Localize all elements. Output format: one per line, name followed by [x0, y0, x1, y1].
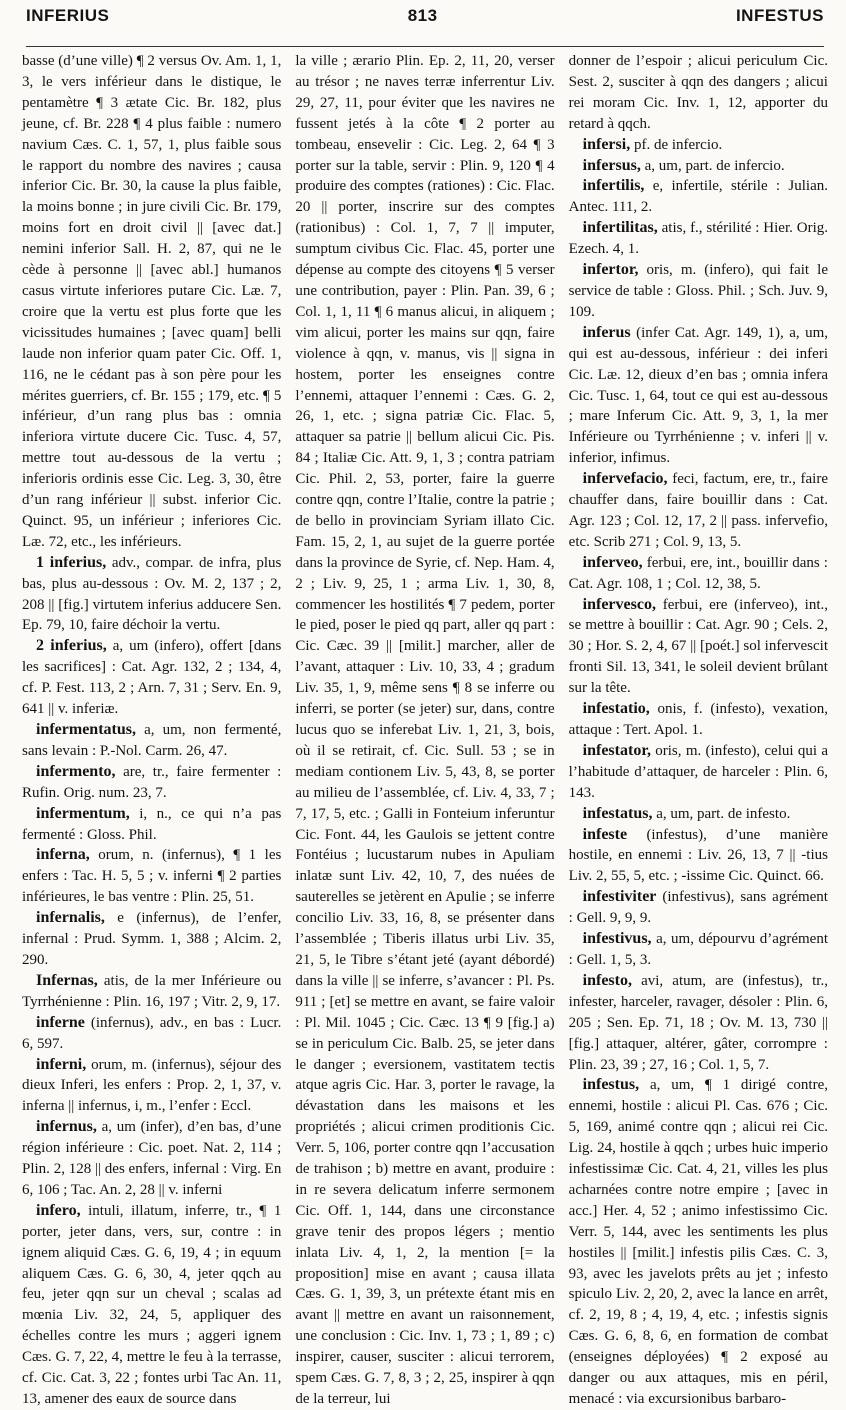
headword: infestatio, — [582, 700, 650, 718]
headword: infertilis, — [582, 177, 645, 195]
headword: infestatus, — [582, 804, 653, 822]
headword: infestivus, — [582, 930, 652, 948]
dictionary-entry — [569, 971, 828, 1076]
dictionary-entry — [569, 176, 828, 218]
dictionary-entry — [569, 887, 828, 929]
text-columns — [22, 51, 828, 1407]
entry-definition: adv., compar. de infra, plus bas, plus au-dessous : Ov. M. 2, 137 ; 2, 208 || [fig.] virtutem inferius adducere Sen. Ep. 79, 10, faire déchoir la vertu. — [22, 554, 282, 634]
dictionary-entry — [22, 845, 281, 908]
headword: 1 inferius, — [36, 553, 107, 571]
entry-definition: feci, factum, ere, tr., faire chauffer dans, faire bouillir dans : Cat. Agr. 123 ; Col. 12, 17, 2 || pass. infervefio, etc. Scrib 271 ; Col. 9, 13, 5. — [568, 471, 828, 550]
headword: inferus — [582, 323, 631, 341]
entry-definition: intuli, illatum, inferre, tr., ¶ 1 porter, jeter dans, vers, sur, contre : in ignem aliquid Cæs. G. 6, 19, 4 ; in equum aliquem Cæs. G. 6, 30, 4, jeter qqch au feu, jeter qqn sur un cheval ; scalas ad mœnia Liv. 32, 24, 5, appliquer des échelles contre les murs ; aggeri ignem Cæs. G. 7, 22, 4, mettre le feu à la terrasse, cf. Cic. Cat. 3, 22 ; fontes urbi Tac An. 11, 13, amener des eaux de source dans — [22, 1202, 282, 1407]
headword: infernalis, — [36, 909, 105, 927]
entry-definition: orum, n. (infernus), ¶ 1 les enfers : Tac. H. 5, 5 ; v. inferni ¶ 2 parties inférieures, le bas ventre : Plin. 25, 51. — [22, 847, 282, 906]
entry-definition: e (infernus), de l’enfer, infernal : Prud. Symm. 1, 388 ; Alcim. 2, 290. — [22, 910, 282, 968]
dictionary-entry — [569, 804, 828, 825]
headword: infermentum, — [36, 804, 130, 822]
headword: infesto, — [582, 971, 632, 989]
dictionary-entry — [569, 469, 828, 553]
entry-definition: a, um, part. de infercio. — [644, 157, 785, 174]
dictionary-entry — [22, 720, 281, 762]
headword: inferveo, — [582, 553, 643, 571]
entry-definition: a, um, ¶ 1 dirigé contre, ennemi, hostile : alicui Pl. Cas. 676 ; Cic. 5, 169, animé contre qqn ; alicui rei Cic. Lig. 24, hostile à qqch ; urbes huic imperio infestissimæ Cic. Cat. 4, 21, villes les plus acharnées contre notre empire ; [avec in acc.] Her. 4, 52 ; animo infestissimo Cic. Verr. 5, 144, avec les sentiments les plus hostiles || [milit.] infestis pilis Cæs. C. 3, 93, avec les javelots prêts au jet ; infesto spiculo Liv. 2, 20, 2, avec la lance en arrêt, cf. 2, 19, 8 ; 4, 19, 4, etc. ; infestis signis Cæs. G. 6, 8, 6, en formation de combat (enseignes déployées) ¶ 2 exposé au danger ou aux attaques, mis en péril, menacé : via excursionibus barbaro- — [568, 1077, 828, 1407]
entry-continuation — [22, 51, 281, 553]
dictionary-entry — [22, 1013, 281, 1055]
page-number: 813 — [407, 6, 438, 25]
entry-definition: oris, m. (infero), qui fait le service de table : Gloss. Phil. ; Sch. Juv. 9, 109. — [568, 262, 828, 320]
headword: infervefacio, — [582, 470, 668, 488]
entry-definition: a, um, dépourvu d’agrément : Gell. 1, 5, 3. — [568, 931, 828, 968]
headword: infersi, — [582, 135, 631, 153]
dictionary-entry — [569, 929, 828, 971]
dictionary-entry — [22, 804, 281, 846]
dictionary-entry — [569, 699, 828, 741]
entry-definition: oris, m. (infesto), celui qui a l’habitude d’attaquer, de harceler : Plin. 6, 143. — [568, 742, 828, 801]
entry-continuation — [569, 51, 828, 135]
entry-definition: la ville ; ærario Plin. Ep. 2, 11, 20, verser au trésor ; ne naves terræ inferrentur Liv. 29, 27, 11, pour éviter que les navires ne fussent jetés à la côte ¶ 2 porter au tombeau, ensevelir : Cic. Leg. 2, 64 ¶ 3 porter sur la table, servir : Plin. 9, 120 ¶ 4 produire des comptes (rationes) : Cic. Flac. 20 || porter, inscrire sur des comptes (rationibus) : Col. 1, 7, 7 || imputer, sumptum civibus Cic. Flac. 45, porter une dépense au compte des citoyens ¶ 5 verser une contribution, payer : Plin. Pan. 39, 6 ; Col. 1, 1, 11 ¶ 6 manus alicui, in aliquem ; vim alicui, porter les mains sur qqn, faire violence à qqn, v. manus, vis || signa in hostem, porter les enseignes contre l’ennemi, attaquer l’ennemi : Cæs. G. 2, 26, 1, etc. ; signa patriæ Cic. Flac. 5, attaquer sa patrie || bellum alicui Cic. Pis. 84 ; Italiæ Cic. Att. 9, 1, 3 ; contra patriam Cic. Phil. 2, 53, porter, faire la guerre contre qqn, contre l’Italie, contre la patrie ; de bello in provinciam Syriam illato Cic. Fam. 15, 2, 1, au sujet de la guerre portée dans la province de Syrie, cf. Nep. Ham. 4, 2 ; Liv. 9, 25, 1 ; arma Liv. 1, 30, 8, commencer les hostilités ¶ 7 pedem, porter le pied, poser le pied qq part, aller qq part : Cic. Cæc. 39 || [milit.] marcher, aller de l’avant, attaquer : Liv. 10, 33, 4 ; gradum Liv. 35, 1, 9, même sens ¶ 8 se inferre ou inferri, se porter (se jeter) sur, dans, contre lucus quo se inferebat Liv. 1, 21, 3, bois, où il se retirait, cf. Cic. Sull. 53 ; se in mediam contionem Liv. 5, 43, 8, se porter au milieu de l’assemblée, cf. Liv. 4, 33, 7 ; 7, 17, 5, etc. ; Galli in Fonteium inferuntur Cic. Font. 44, les Gaulois se jettent contre Fontéius ; lucustarum nubes in Apuliam inlatæ sunt Liv. 42, 10, 7, des nuées de sauterelles se jetèrent en Apulie ; se inferre concilio Liv. 33, 16, 8, se présenter dans l’assemblée ; Tiberis illatus urbi Liv. 35, 21, 5, le Tibre s’étant jeté (ayant débordé) dans la ville || se inferre, s’avancer : Pl. Ps. 911 ; [et] se mettre en avant, se faire valoir : Pl. Mil. 1045 ; Cic. Cæc. 13 ¶ 9 [fig.] a) se in periculum Cic. Balb. 25, se jeter dans le danger ; eversionem, vastitatem tectis atque agris Cic. Har. 3, porter le ravage, la dévastation dans les maisons et les propriétés ; alicui crimen proditionis Cic. Verr. 5, 106, porter contre qqn l’accusation de trahison ; b) mettre en avant, produire : in re severa delicatum inferre sermonem Cic. Off. 1, 144, dans une circonstance grave tenir des propos légers ; mentio inlata Liv. 4, 1, 2, la mention [= la proposition] mise en avant ; causa illata Cæs. G. 1, 39, 3, un prétexte étant mis en avant || mettre en avant un raisonnement, une conclusion : Cic. Inv. 1, 73 ; 1, 89 ; c) inspirer, causer, susciter : alicui terrorem, spem Cæs. G. 7, 8, 3 ; 2, 25, inspirer à qqn de la terreur, lui — [295, 53, 555, 1407]
entry-definition: pf. de infercio. — [633, 136, 723, 153]
dictionary-entry — [22, 762, 281, 804]
entry-definition: (infer Cat. Agr. 149, 1), a, um, qui est au-dessous, inférieur : dei inferi Cic. Læ. 12, dieux d’en bas ; omnia infera Cic. Tusc. 1, 64, tout ce qui est au-dessous ; mare Inferum Cic. Att. 9, 3, 1, la mer Inférieure ou Tyrrhénienne ; v. inferi || v. inferior, infimus. — [568, 324, 828, 467]
dictionary-entry — [22, 1117, 281, 1201]
headword: infersus, — [582, 156, 641, 174]
dictionary-entry — [569, 595, 828, 700]
dictionary-entry — [569, 553, 828, 595]
headword: infervesco, — [582, 595, 656, 613]
entry-definition: ferbui, ere (inferveo), int., se mettre à bouillir : Cat. Agr. 90 ; Cels. 2, 30 ; Hor. S. 2, 4, 67 || [poét.] sol infervescit fronti Sil. 13, 341, le soleil devient brûlant sur la tête. — [568, 596, 828, 697]
column-middle — [295, 51, 555, 1407]
entry-definition: are, tr., faire fermenter : Rufin. Orig. num. 23, 7. — [22, 763, 282, 801]
headword: infeste — [582, 825, 628, 843]
headword: infero, — [36, 1201, 81, 1219]
entry-definition: atis, de la mer Inférieure ou Tyrrhénienne : Plin. 16, 197 ; Vitr. 2, 9, 17. — [22, 972, 282, 1010]
headword: infertilitas, — [582, 219, 658, 237]
left-guide-word: INFERIUS — [26, 6, 110, 25]
headword: infestator, — [582, 741, 651, 759]
headword: inferni, — [36, 1055, 87, 1073]
dictionary-entry — [22, 908, 281, 971]
headword: infermento, — [36, 762, 116, 780]
headword: infestus, — [582, 1076, 640, 1094]
dictionary-entry — [569, 323, 828, 469]
entry-definition: (infestivus), sans agrément : Gell. 9, 9, 9. — [568, 889, 828, 927]
dictionary-entry — [22, 1055, 281, 1118]
entry-definition: a, um, non fermenté, sans levain : P.-Nol. Carm. 26, 47. — [22, 722, 282, 759]
headword: inferne — [36, 1013, 85, 1031]
entry-definition: e, infertile, stérile : Julian. Antec. 111, 2. — [568, 178, 828, 216]
dictionary-entry — [22, 971, 281, 1013]
entry-definition: ferbui, ere, int., bouillir dans : Cat. Agr. 108, 1 ; Col. 12, 38, 5. — [568, 554, 828, 592]
running-head — [26, 6, 824, 47]
headword: infermentatus, — [36, 721, 136, 738]
headword: infertor, — [582, 261, 639, 279]
headword: Infernas, — [36, 971, 98, 989]
entry-definition: basse (d’une ville) ¶ 2 versus Ov. Am. 1, 1, 3, le vers inférieur dans le distique, le pentamètre ¶ 3 ætate Cic. Br. 182, plus jeune, cf. Br. 228 ¶ 4 plus faible : numero navium Cæs. C. 1, 57, 1, plus faible sous le rapport du nombre des navires ; causa inferior Cic. Br. 30, la cause la plus faible, la moins bonne ; in jure civili Cic. Br. 179, moins fort en droit civil || [avec dat.] nemini inferior Sall. H. 2, 87, qui ne le cède à personne || [avec abl.] humanos casus virtute inferiores putare Cic. Læ. 7, croire que la vertu est plus forte que les vicissitudes humaines ; [avec quam] belli laude non inferior quam pater Cic. Off. 1, 116, ne le cédant pas à son père pour les mérites guerriers, cf. Br. 155 ; 179, etc. ¶ 5 inférieur, d’un rang plus bas : omnia inferiora virtute ducere Cic. Tusc. 4, 57, mettre tout au-dessous de la vertu ; inferioris ordinis esse Cic. Leg. 3, 30, être d’un rang inférieur || subst. inferior Cic. Quinct. 95, un inférieur ; inferiores Cic. Læ. 72, etc., les inférieurs. — [22, 53, 282, 550]
dictionary-entry — [569, 741, 828, 804]
headword: infernus, — [36, 1118, 97, 1136]
column-left — [22, 51, 282, 1407]
entry-definition: avi, atum, are (infestus), tr., infester, harceler, ravager, désoler : Plin. 6, 205 ; Sen. Ep. 71, 18 ; Ov. M. 13, 730 || [fig.] attaquer, altérer, gâter, corrompre : Plin. 23, 39 ; 27, 16 ; Col. 1, 5, 7. — [568, 972, 828, 1073]
entry-definition: a, um, part. de infesto. — [656, 805, 791, 822]
dictionary-entry — [569, 218, 828, 260]
entry-definition: onis, f. (infesto), vexation, attaque : Tert. Apol. 1. — [568, 701, 828, 738]
entry-definition: donner de l’espoir ; alicui periculum Cic. Sest. 2, susciter à qqn des dangers ; alicui rei moram Cic. Inv. 1, 12, apporter du retard à qqch. — [568, 53, 828, 132]
entry-definition: (infernus), adv., en bas : Lucr. 6, 597. — [22, 1014, 282, 1052]
entry-definition: a, um (infer), d’en bas, d’une région inférieure : Cic. poet. Nat. 2, 114 ; Plin. 2, 128 || des enfers, infernal : Virg. En 6, 106 ; Tac. An. 2, 28 || v. inferni — [22, 1119, 282, 1198]
headword: inferna, — [36, 846, 90, 864]
dictionary-entry — [569, 135, 828, 156]
entry-definition: a, um (infero), offert [dans les sacrifices] : Cat. Agr. 132, 2 ; 134, 4, cf. P. Fest. 113, 2 ; Arn. 7, 31 ; Serv. En. 9, 641 || v. inferiæ. — [22, 638, 282, 718]
entry-definition: i, n., ce qui n’a pas fermenté : Gloss. Phil. — [22, 805, 282, 843]
headword: infestiviter — [582, 888, 657, 906]
dictionary-entry — [22, 636, 281, 720]
dictionary-entry — [569, 1075, 828, 1410]
dictionary-entry — [22, 553, 281, 637]
dictionary-entry — [569, 825, 828, 888]
dictionary-entry — [569, 260, 828, 323]
dictionary-entry — [22, 1201, 281, 1410]
headword: 2 inferius, — [36, 637, 107, 655]
right-guide-word: INFESTUS — [735, 6, 824, 25]
entry-definition: atis, f., stérilité : Hier. Orig. Ezech. 4, 1. — [568, 220, 828, 258]
dictionary-entry — [569, 156, 828, 177]
entry-definition: (infestus), d’une manière hostile, en ennemi : Liv. 26, 13, 7 || -tius Liv. 2, 55, 5, etc. ; -issime Cic. Quinct. 66. — [568, 826, 828, 885]
entry-definition: orum, m. (infernus), séjour des dieux Inferi, les enfers : Prop. 2, 1, 37, v. inferna || infernus, i, m., l’enfer : Eccl. — [22, 1056, 282, 1115]
column-right — [568, 51, 828, 1407]
entry-continuation — [295, 51, 554, 1410]
